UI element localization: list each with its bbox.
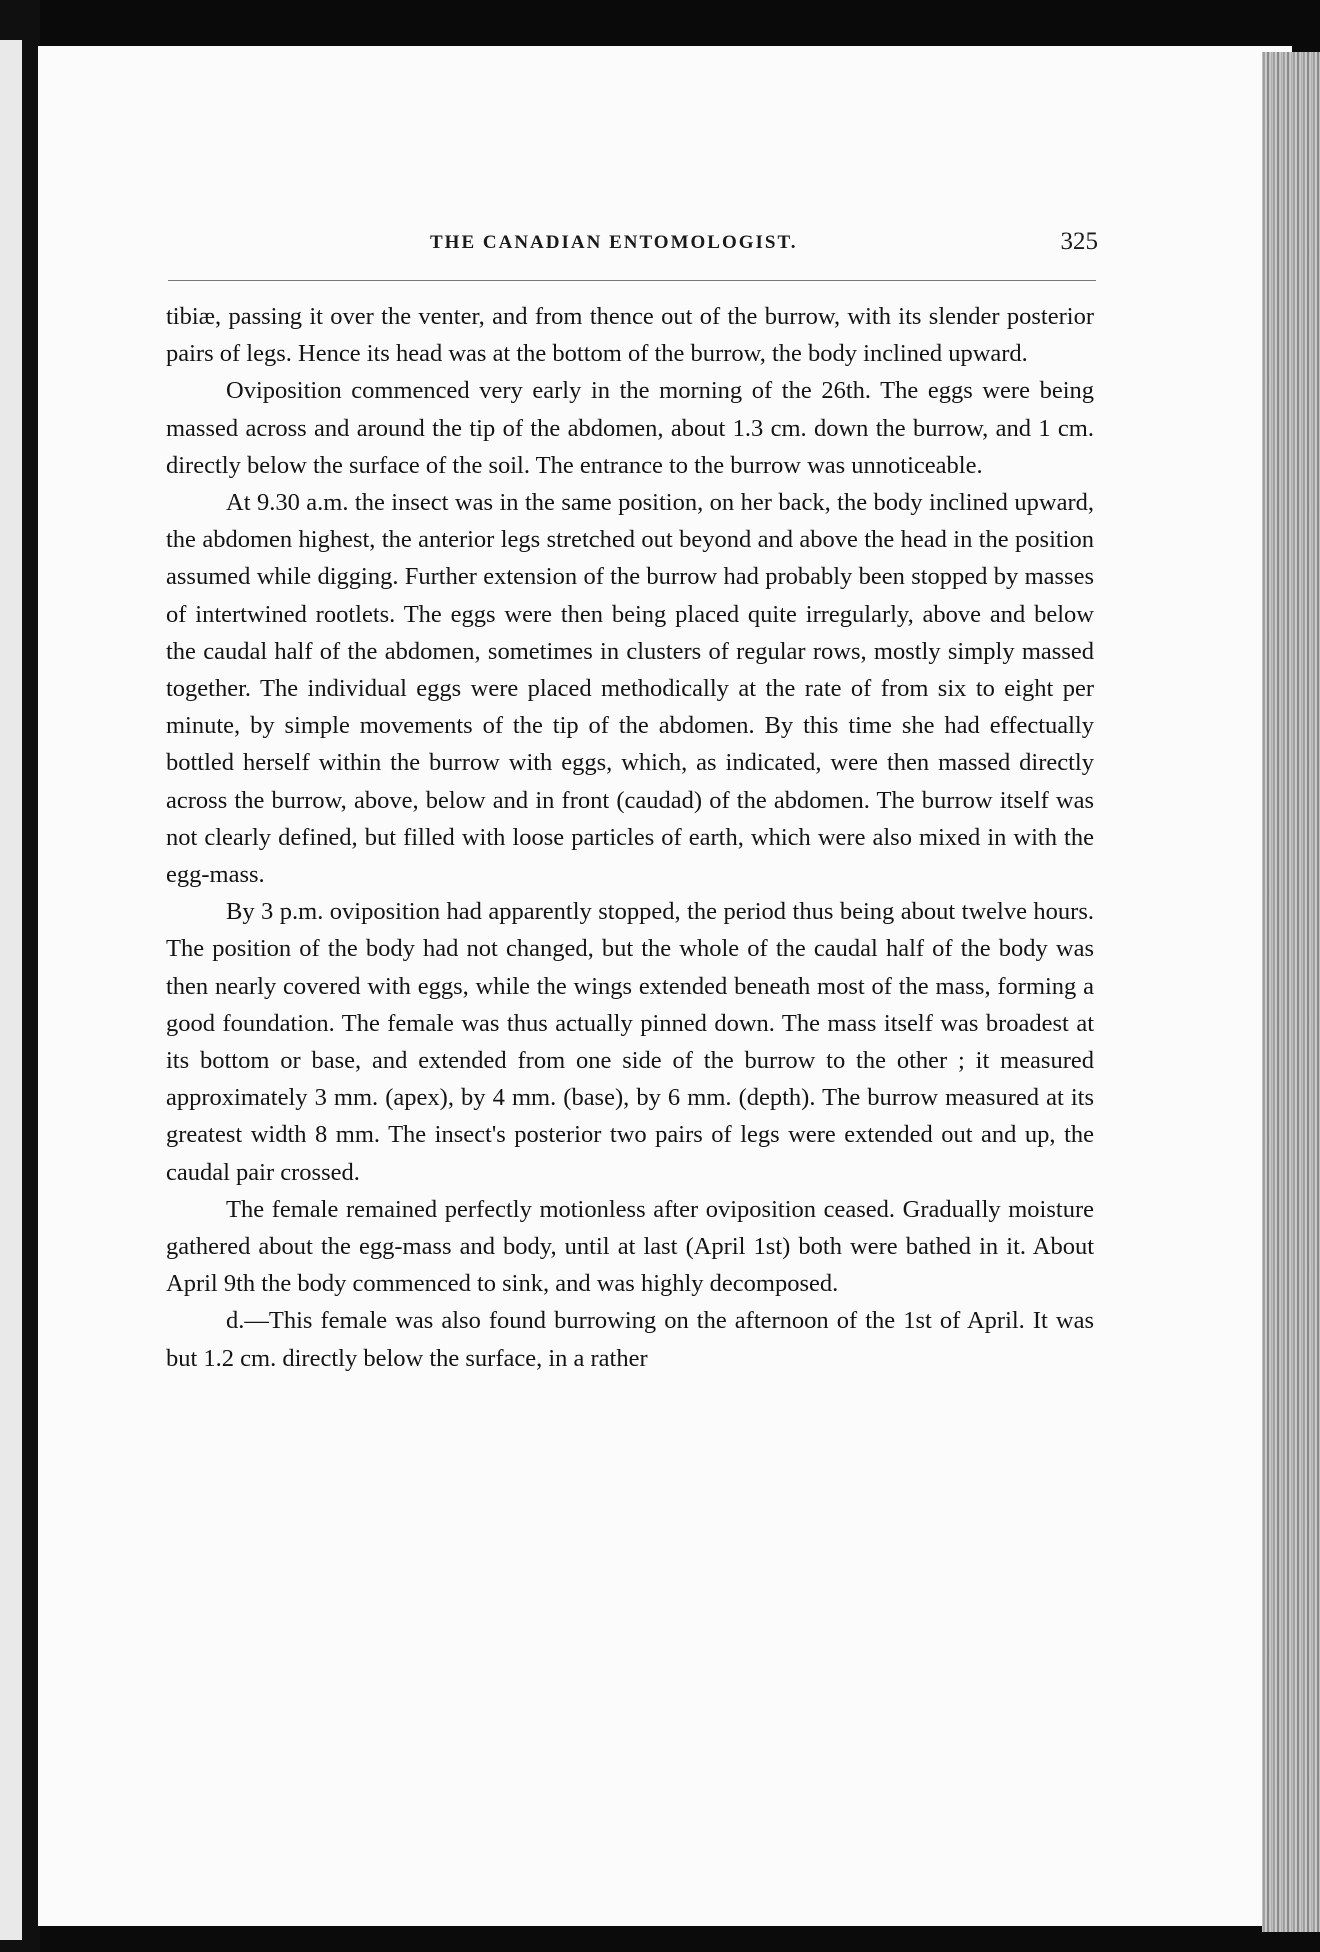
page-number: 325: [1060, 228, 1098, 255]
paragraph-continued: tibiæ, passing it over the venter, and from thence out of the burrow, with its slender posterior pairs of legs. Hence its head was at the bottom of the burrow, the body inclined upward.: [166, 303, 1094, 368]
paragraph-afternoon: By 3 p.m. oviposition had apparently stopped, the period thus being about twelve hours. The position of the body had not changed, but the whole of the caudal half of the body was then nearly covered with eggs, while the wings extended beneath most of the mass, forming a good foundation. The female was thus actually pinned down. The mass itself was broadest at its bottom or base, and extended from one side of the burrow to the other ; it measured approximately 3 mm. (apex), by 4 mm. (base), by 6 mm. (depth). The burrow measured at its greatest width 8 mm. The insect's posterior two pairs of legs were extended out and up, the caudal pair crossed.: [166, 898, 1094, 1186]
running-title: THE CANADIAN ENTOMOLOGIST.: [430, 232, 798, 253]
page-header: [168, 228, 1098, 266]
scan-top-border: [0, 0, 1320, 48]
header-rule: [168, 280, 1096, 281]
body-text: [166, 298, 1094, 1377]
paragraph-female-d: d.—This female was also found burrowing on the afternoon of the 1st of April. It was but 1.2 cm. directly below the surface, in a rather: [166, 1307, 1094, 1372]
page-stack-edge: [1262, 52, 1320, 1932]
paragraph-morning: At 9.30 a.m. the insect was in the same position, on her back, the body inclined upward, the abdomen highest, the anterior legs stretched out beyond and above the head in the position assumed while digging. Further extension of the burrow had probably been stopped by masses of intertwined rootlets. The eggs were then being placed quite irregularly, above and below the caudal half of the abdomen, sometimes in clusters of regular rows, mostly simply massed together. The individual eggs were placed methodically at the rate of from six to eight per minute, by simple movements of the tip of the abdomen. By this time she had effectually bottled herself within the burrow with eggs, which, as indicated, were then massed directly across the burrow, above, below and in front (caudad) of the abdomen. The burrow itself was not clearly defined, but filled with loose particles of earth, which were also mixed in with the egg-mass.: [166, 489, 1094, 889]
paragraph-oviposition: Oviposition commenced very early in the morning of the 26th. The eggs were being massed across and around the tip of the abdomen, about 1.3 cm. down the burrow, and 1 cm. directly below the surface of the soil. The entrance to the burrow was unnoticeable.: [166, 377, 1094, 479]
paragraph-motionless: The female remained perfectly motionless after oviposition ceased. Gradually moisture gathered about the egg-mass and body, until at last (April 1st) both were bathed in it. About April 9th the body commenced to sink, and was highly decomposed.: [166, 1195, 1094, 1298]
facing-page-edge: [0, 40, 22, 1940]
